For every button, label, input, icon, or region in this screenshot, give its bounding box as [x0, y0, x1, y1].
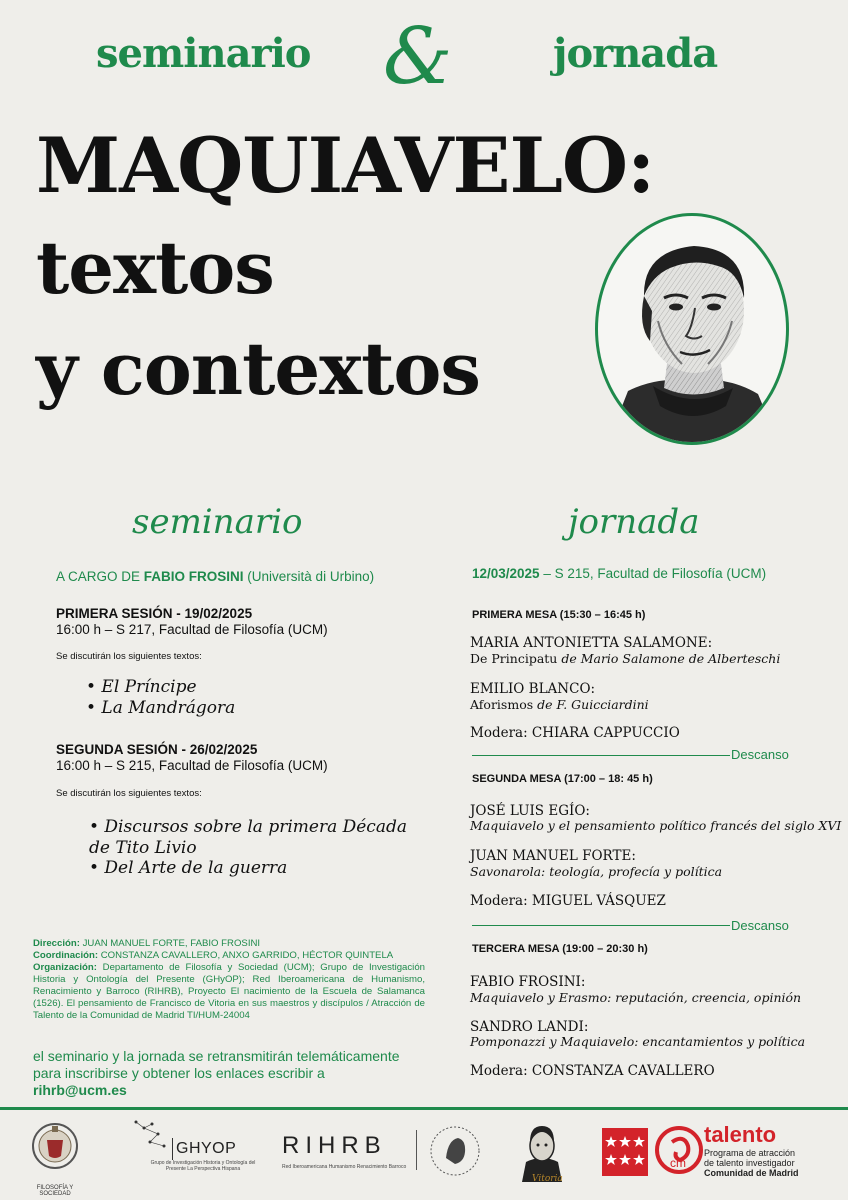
rihrb-subtitle: Red Iberoamericana Humanismo Renacimiento Barroco: [282, 1164, 407, 1170]
ghyop-subtitle: Grupo de Investigación Historia y Ontología del Presente La Perspectiva Hispana: [150, 1160, 256, 1172]
contact-email[interactable]: rihrb@ucm.es: [33, 1082, 127, 1098]
ghyop-divider: [172, 1138, 173, 1160]
constellation-icon: [130, 1118, 176, 1156]
session1-note: Se discutirán los siguientes textos:: [56, 651, 202, 662]
mesa1-talk2-author: de F. Guicciardini: [533, 697, 649, 712]
jornada-heading: jornada: [568, 502, 700, 542]
talento-emblem: [654, 1124, 704, 1176]
descanso1-line: [472, 755, 730, 756]
ucm-logo-label: FILOSOFÍA Y SOCIEDAD: [36, 1185, 74, 1197]
seminario-heading: seminario: [132, 502, 303, 542]
mesa1-talk1-author: de Mario Salamone de Alberteschi: [557, 651, 781, 666]
mesa1-speaker2: EMILIO BLANCO:: [470, 681, 596, 697]
talento-sub3: Comunidad de Madrid: [704, 1168, 799, 1178]
mesa2-talk1: Maquiavelo y el pensamiento político francés del siglo XVI: [470, 818, 842, 833]
main-title-line2: textos: [36, 225, 274, 310]
rihrb-divider: [416, 1130, 417, 1170]
mesa3-talk2: Pomponazzi y Maquiavelo: encantamientos y política: [470, 1034, 806, 1049]
mesa2-moderator: Modera: MIGUEL VÁSQUEZ: [470, 893, 666, 909]
lecturer-name: FABIO FROSINI: [143, 569, 244, 584]
madrid-stars-icon: [602, 1128, 648, 1176]
notice-line2: para inscribirse y obtener los enlaces escribir a: [33, 1065, 325, 1081]
rihrb-name: RIHRB: [282, 1132, 387, 1159]
lecturer-prefix: A CARGO DE: [56, 569, 144, 584]
session2-note: Se discutirán los siguientes textos:: [56, 788, 202, 799]
credits-organization-label: Organización:: [33, 962, 97, 973]
talento-cm: cm: [670, 1156, 686, 1170]
mesa2-title: SEGUNDA MESA (17:00 – 18: 45 h): [472, 773, 653, 785]
footer-divider: [0, 1107, 848, 1110]
rihrb-logo: [282, 1132, 412, 1176]
notice-line1: el seminario y la jornada se retransmitirán telemáticamente: [33, 1048, 400, 1064]
credits-direction-label: Dirección:: [33, 938, 80, 949]
session1-place: 16:00 h – S 217, Facultad de Filosofía (UCM): [56, 622, 328, 637]
credits-organization-text: Departamento de Filosofía y Sociedad (UCM); Grupo de Investigación Historia y Ontología del Presente (GHyOP); Red Iberoamericana de Humanismo, Renacimiento y Barroco (RIHRB), Proyecto El nacimiento de la Escuela de Salamanca (1526). El pensamiento de Francisco de Vitoria en sus maestros y discípulos / Atracción de Talento de la Comunidad de Madrid TI/HUM-24004: [33, 962, 425, 1021]
credits-direction-text: JUAN MANUEL FORTE, FABIO FROSINI: [79, 938, 261, 949]
credits-coordination-text: CONSTANZA CAVALLERO, ANXO GARRIDO, HÉCTOR QUINTELA: [98, 950, 394, 961]
session2-title: SEGUNDA SESIÓN - 26/02/2025: [56, 742, 258, 757]
credits-direction: [33, 938, 425, 950]
main-title-line1: MAQUIAVELO:: [36, 121, 655, 210]
session2-text-1a: • Discursos sobre la primera Década: [89, 817, 407, 837]
credits-block: [33, 938, 425, 1022]
credits-organization: [33, 962, 425, 1022]
session2-place: 16:00 h – S 215, Facultad de Filosofía (UCM): [56, 758, 328, 773]
mesa2-speaker2: JUAN MANUEL FORTE:: [470, 848, 636, 864]
mesa1-talk1: [470, 651, 780, 667]
header-ampersand: &: [383, 12, 453, 102]
ghyop-name: GHYOP: [176, 1140, 237, 1157]
streaming-notice: [33, 1048, 453, 1099]
seminario-lecturer: [56, 569, 374, 585]
jornada-place: – S 215, Facultad de Filosofía (UCM): [539, 566, 767, 581]
mesa1-talk1-title: De Principatu: [470, 651, 558, 666]
ucm-logo: [30, 1118, 80, 1196]
session2-text-1b: de Tito Livio: [89, 838, 197, 858]
mesa1-title: PRIMERA MESA (15:30 – 16:45 h): [472, 609, 646, 621]
portrait-engraving: [598, 216, 786, 442]
talento-sub1: Programa de atracción: [704, 1148, 796, 1158]
ghyop-logo: [130, 1118, 256, 1178]
mesa3-speaker2: SANDRO LANDI:: [470, 1019, 589, 1035]
main-title-line3: y contextos: [36, 326, 480, 411]
header-jornada: jornada: [553, 30, 718, 77]
session1-text-2: • La Mandrágora: [86, 698, 236, 718]
mesa2-speaker1: JOSÉ LUIS EGÍO:: [470, 803, 590, 819]
descanso2-line: [472, 925, 730, 926]
talento-sub2: de talento investigador: [704, 1158, 795, 1168]
mesa3-moderator: Modera: CONSTANZA CAVALLERO: [470, 1063, 715, 1079]
vitoria-label: Vitoria: [532, 1174, 563, 1184]
salamanca-seal: [428, 1124, 482, 1178]
mesa1-speaker1: MARIA ANTONIETTA SALAMONE:: [470, 635, 713, 651]
session2-text-2: • Del Arte de la guerra: [89, 858, 288, 878]
mesa1-moderator: Modera: CHIARA CAPPUCCIO: [470, 725, 680, 741]
talento-subtitle: [704, 1148, 799, 1178]
descanso2-label: Descanso: [731, 918, 789, 933]
machiavelli-portrait: [595, 213, 789, 445]
vitoria-portrait-icon: [516, 1118, 568, 1182]
credits-coordination-label: Coordinación:: [33, 950, 99, 961]
mesa2-talk2: Savonarola: teología, profecía y política: [470, 864, 723, 879]
mesa3-talk1: Maquiavelo y Erasmo: reputación, creencia, opinión: [470, 990, 802, 1005]
header-seminario: seminario: [96, 30, 311, 77]
session1-title: PRIMERA SESIÓN - 19/02/2025: [56, 606, 253, 621]
salamanca-seal-icon: [428, 1124, 482, 1178]
jornada-date-place: [472, 566, 766, 582]
madrid-flag: [602, 1128, 648, 1176]
credits-coordination: [33, 950, 425, 962]
mesa3-speaker1: FABIO FROSINI:: [470, 974, 586, 990]
session1-text-1: • El Príncipe: [86, 677, 197, 697]
mesa1-talk2-title: Aforismos: [470, 697, 534, 712]
jornada-date: 12/03/2025: [472, 566, 540, 581]
ucm-seal-icon: [30, 1118, 80, 1180]
vitoria-logo: [516, 1118, 568, 1194]
talento-name: talento: [704, 1122, 777, 1147]
mesa1-talk2: [470, 697, 649, 713]
descanso1-label: Descanso: [731, 747, 789, 762]
lecturer-institution: (Università di Urbino): [243, 569, 375, 584]
mesa3-title: TERCERA MESA (19:00 – 20:30 h): [472, 943, 648, 955]
